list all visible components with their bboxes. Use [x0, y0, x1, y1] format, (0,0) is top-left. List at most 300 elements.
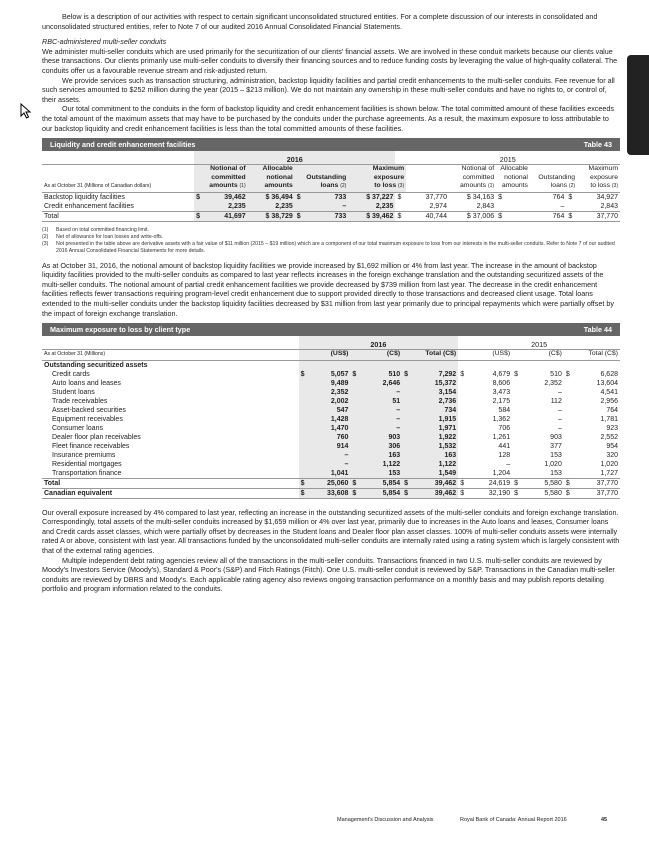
table44-cell — [350, 388, 361, 397]
table44-cell-empty — [512, 360, 523, 370]
table44-cell: $ — [460, 489, 465, 497]
table44-cell — [299, 460, 310, 469]
table44-cell — [402, 379, 413, 388]
table44-cell — [458, 415, 469, 424]
table44-cell: 1,261 — [492, 433, 511, 441]
table43-col-header-line: Notional of — [210, 165, 246, 173]
table44-cell: $ — [402, 370, 413, 379]
table43-col-header-line: (3) — [611, 183, 618, 190]
table43-year-2015: 2015 — [395, 151, 620, 165]
table44-row — [42, 478, 620, 488]
table44-cell — [402, 415, 413, 424]
table43-stub: As at October 31 (Millions of Canadian dollars) — [42, 165, 194, 193]
table43-col-header-line: notional — [504, 173, 528, 181]
table43-row — [42, 192, 620, 202]
table44-cell — [402, 406, 413, 415]
table43-cell: $ — [568, 212, 573, 220]
table44-col-header: (US$) — [299, 350, 351, 361]
table43-row-label: Credit enhancement facilities — [44, 202, 134, 210]
table44-cell: 5,057 — [309, 370, 350, 379]
table43-cell: 764 — [552, 212, 565, 220]
table44-cell — [564, 406, 575, 415]
table44-cell — [350, 433, 361, 442]
table44-row — [42, 433, 620, 442]
table43-cell: 2,235 — [205, 202, 248, 212]
table44-label: Table 44 — [583, 325, 612, 335]
table43-cell: $ 36,494 — [248, 192, 295, 202]
table44-cell: 39,462 — [413, 478, 458, 488]
table44-cell: 914 — [309, 442, 350, 451]
table44-cell: 1,549 — [413, 469, 458, 479]
table44-cell — [350, 460, 361, 469]
table44-cell: 441 — [498, 442, 511, 450]
table43-col-header-line: (3) — [398, 183, 405, 190]
section-tab-marker — [627, 55, 649, 155]
table44-cell — [564, 433, 575, 442]
table44-cell: 734 — [413, 406, 458, 415]
table44-cell: 2,736 — [413, 397, 458, 406]
table44-row-label: Transportation finance — [52, 469, 122, 477]
table44-row-label: Total — [44, 479, 61, 487]
table44-cell-empty — [523, 360, 564, 370]
table44-cell — [512, 397, 523, 406]
table43-cell: 40,744 — [425, 212, 447, 220]
table44-cell — [512, 442, 523, 451]
table44-row — [42, 451, 620, 460]
table44-cell: $ — [402, 488, 413, 498]
paragraph-1: We administer multi-seller conduits which are used primarily for the securitization of our clients' financial assets. We are involved in these conduit markets because our clients value these transactions. Our clients primarily use multi-seller conduits to diversify their financing sources and to reduce funding costs by leveraging the value of high-quality collateral. The conduits offer us a favourable revenue stream and risk-adjusted return. — [42, 46, 618, 75]
table43-col-header-line: amounts — [501, 182, 528, 190]
table44-cell — [512, 451, 523, 460]
footnote-number: (2) — [42, 233, 49, 240]
table44-cell: 153 — [550, 469, 562, 477]
table44-cell — [402, 433, 413, 442]
table44-cell: 1,020 — [600, 460, 618, 468]
table44-cell: 163 — [361, 451, 402, 460]
table44-cell — [299, 397, 310, 406]
table44-cell: 153 — [550, 451, 562, 459]
table43-cell — [496, 202, 530, 212]
table44-cell — [350, 451, 361, 460]
table44-cell: 377 — [550, 442, 562, 450]
table44-cell: 1,122 — [413, 460, 458, 469]
table44-cell — [299, 442, 310, 451]
table44-cell: 3,473 — [492, 388, 511, 396]
table43-cell: $ — [397, 212, 402, 220]
table43-col-header-line: Outstanding — [538, 173, 576, 181]
footnote-text: Based on total committed financing limit. — [56, 226, 149, 233]
table44-cell — [350, 379, 361, 388]
table44-row — [42, 488, 620, 498]
table43-col-header — [295, 165, 349, 193]
table44-row — [42, 388, 620, 397]
table43-cell: $ 37,227 — [348, 192, 395, 202]
table44-cell: – — [309, 451, 350, 460]
table44-cell: $ — [299, 488, 310, 498]
table44-cell: 153 — [361, 469, 402, 479]
table43-col-header — [530, 165, 577, 193]
table44-cell: $ — [402, 478, 413, 488]
table44-cell: 320 — [606, 451, 618, 459]
table43-cell: 764 — [552, 193, 565, 201]
table44-cell: 24,619 — [488, 479, 511, 487]
table44-row-label: Fleet finance receivables — [52, 442, 130, 450]
table43-cell: $ — [498, 193, 503, 201]
table44-cell: 1,532 — [413, 442, 458, 451]
table44-cell — [458, 424, 469, 433]
table44-cell: 1,428 — [309, 415, 350, 424]
table44-col-header: (US$) — [458, 350, 512, 361]
table44-cell: 2,175 — [492, 397, 511, 405]
paragraph-5: Our overall exposure increased by 4% compared to last year, reflecting an increase in the outstanding securitized assets of the multi-seller conduits and foreign exchange translation. Correspondingly, total assets of the multi-seller conduits increased by $1,659 million or 4% over last year, primarily due to increases in the Auto loans and leases, Consumer loans and Credit cards asset classes, which were partially offset by decreases in the Student loans and Dealer floor plan asset classes. 100% of multi-seller conduits assets were internally rated A or above, consistent with last year. All transactions funded by the unconsolidated multi-seller conduits are internally rated using a rating system which is largely consistent with that of the external rating agencies. — [42, 507, 620, 556]
table44-group-heading-row — [42, 360, 620, 370]
table44-cell: – — [361, 415, 402, 424]
table44-cell: 4,541 — [600, 388, 618, 396]
table44-cell: 5,580 — [544, 489, 562, 497]
table44-cell — [299, 406, 310, 415]
table43-cell: 37,770 — [596, 212, 618, 220]
table43-col-header-line: loans — [550, 182, 568, 190]
table43-col-header — [194, 165, 248, 193]
table44-row-label: Credit cards — [52, 370, 90, 378]
table44-cell — [458, 397, 469, 406]
table44-year-2015: 2015 — [458, 336, 620, 350]
table44-cell: 903 — [550, 433, 562, 441]
table44-cell: 7,292 — [413, 370, 458, 379]
table43-footnote — [42, 241, 620, 255]
table43-year-2016: 2016 — [194, 151, 395, 165]
table44-cell — [564, 460, 575, 469]
table43-cell — [395, 202, 406, 212]
table44-cell: $ — [350, 488, 361, 498]
table44-cell — [564, 397, 575, 406]
table44-cell — [458, 442, 469, 451]
table44-cell: 39,462 — [413, 488, 458, 498]
table44-row — [42, 415, 620, 424]
table44-cell: $ — [514, 479, 519, 487]
table44-cell: 5,854 — [361, 478, 402, 488]
table44-cell: 547 — [309, 406, 350, 415]
table44 — [42, 336, 620, 499]
table44-cell — [402, 469, 413, 479]
table44-cell: – — [506, 460, 511, 468]
table44-cell: 163 — [413, 451, 458, 460]
table44-row — [42, 460, 620, 469]
table44-cell: 32,190 — [488, 489, 511, 497]
table43-col-header-line: (2) — [568, 183, 576, 190]
table43-cell: $ 34,163 — [466, 193, 495, 201]
table44-cell: 1,362 — [492, 415, 511, 423]
table43-col-header-line: to loss — [590, 182, 610, 190]
table44-cell — [512, 424, 523, 433]
table44-cell: 33,608 — [309, 488, 350, 498]
table44-cell: 5,580 — [544, 479, 562, 487]
table44-cell: 2,646 — [361, 379, 402, 388]
table43-row-label: Backstop liquidity facilities — [44, 193, 125, 201]
table44-row-label: Dealer floor plan receivables — [52, 433, 141, 441]
table43-cell: 2,235 — [248, 202, 295, 212]
table44-cell — [512, 388, 523, 397]
table44-cell: $ — [350, 370, 361, 379]
table43-footnote — [42, 227, 620, 234]
table44-cell-empty — [299, 360, 310, 370]
table44-row-label: Trade receivables — [52, 397, 108, 405]
table43-cell — [194, 202, 205, 212]
table44-cell: – — [557, 406, 562, 414]
table43-footnote — [42, 234, 620, 241]
intro-paragraph: Below is a description of our activities with respect to certain significant unconsolidated structured entities. For a complete discussion of our interests in consolidated and unconsolidated structured entities, refer to Note 7 of our audited 2016 Annual Consolidated Financial Statements. — [42, 12, 598, 31]
table44-cell: 1,041 — [309, 469, 350, 479]
table43-col-header — [248, 165, 295, 193]
table44-cell: 37,770 — [596, 479, 618, 487]
footnote-text: Not presented in the table above are derivative assets with a fair value of $11 million (2015 – $19 million) which are a component of our total maximum exposure to loss from our interests in the multi-seller conduits. Refer to Note 7 of our audited 2016 Annual Consolidated Financial Statements for more details. — [56, 240, 615, 254]
table44-cell: $ — [460, 370, 465, 378]
table44-row — [42, 442, 620, 451]
table44-cell: 2,352 — [309, 388, 350, 397]
table43-col-header-line: (1) — [487, 183, 495, 190]
table44-cell — [458, 433, 469, 442]
table43-cell — [295, 202, 306, 212]
table43-cell: 37,770 — [425, 193, 447, 201]
table43-cell: $ — [498, 212, 503, 220]
table44-cell — [564, 379, 575, 388]
table43-cell — [566, 202, 577, 212]
table44-cell — [564, 415, 575, 424]
table44-cell: – — [557, 415, 562, 423]
table44-cell — [402, 424, 413, 433]
page-content — [42, 10, 620, 594]
table44-cell-empty — [361, 360, 402, 370]
table44-cell: 6,628 — [600, 370, 618, 378]
table43-cell: $ — [194, 192, 205, 202]
table44-cell: 128 — [498, 451, 511, 459]
table44-cell — [458, 469, 469, 479]
table43-cell: $ — [397, 193, 402, 201]
table44-cell-empty — [469, 360, 512, 370]
table43-row — [42, 202, 620, 212]
table44-cell: 4,679 — [492, 370, 511, 378]
table44-cell: 2,352 — [544, 379, 562, 387]
table44-cell: 764 — [606, 406, 618, 414]
table44-cell — [402, 451, 413, 460]
table44-group-heading: Outstanding securitized assets — [44, 361, 148, 369]
table43-footnotes — [42, 227, 620, 255]
table44-cell: 9,489 — [309, 379, 350, 388]
table44-cell: $ — [350, 478, 361, 488]
table43-col-header-line: (1) — [239, 183, 246, 190]
table43-col-header-line: amounts — [264, 182, 293, 190]
table43-row-label: Total — [44, 212, 59, 220]
table44-year-2016: 2016 — [299, 336, 459, 350]
table44-cell: 584 — [498, 406, 511, 414]
table44-cell: 1,971 — [413, 424, 458, 433]
footnote-number: (3) — [42, 240, 49, 247]
table44-row-label: Auto loans and leases — [52, 379, 121, 387]
table44-row — [42, 370, 620, 379]
table44-cell: 1,470 — [309, 424, 350, 433]
table44-cell — [299, 451, 310, 460]
page-number: 45 — [601, 817, 608, 823]
paragraph-2: We provide services such as transaction structuring, administration, backstop liquidity facilities and partial credit enhancements to the multi-seller conduits. Fee revenue for all such services amounted to $252 million during the year (2015 – $213 million). We do not maintain any ownership in these multi-seller conduits and have no rights to, or control of, their assets. — [42, 75, 615, 104]
table43-col-header — [348, 165, 406, 193]
table43-col-header-line: amounts — [460, 182, 487, 190]
table44-cell — [299, 469, 310, 479]
table43-col-header-line: committed — [211, 173, 246, 181]
table43-col-header-line: Maximum — [372, 165, 405, 173]
table44-cell: 1,204 — [492, 469, 511, 477]
table44-cell: 2,956 — [600, 397, 618, 405]
table44-row — [42, 469, 620, 479]
table44-cell: 2,002 — [309, 397, 350, 406]
table44-cell — [458, 406, 469, 415]
table44-cell: 37,770 — [596, 489, 618, 497]
table43-cell: 34,927 — [596, 193, 618, 201]
table44-col-header: Total (C$) — [564, 350, 620, 361]
table44-col-header: (C$) — [512, 350, 564, 361]
table44-cell-empty — [309, 360, 350, 370]
table43-col-header — [577, 165, 620, 193]
table44-row — [42, 379, 620, 388]
table44-cell: 112 — [550, 397, 562, 405]
table44-cell — [512, 406, 523, 415]
table43-col-header-line: Outstanding — [306, 173, 347, 181]
table44-cell: $ — [299, 478, 310, 488]
table43-col-header-line: notional — [266, 173, 293, 181]
table44-cell — [512, 460, 523, 469]
table43-cell: 2,843 — [476, 202, 495, 210]
table44-cell — [350, 397, 361, 406]
table44-cell: 3,154 — [413, 388, 458, 397]
table44-cell: 1,915 — [413, 415, 458, 424]
table44-cell: 760 — [309, 433, 350, 442]
table44-cell: 8,606 — [492, 379, 511, 387]
table44-cell: 903 — [361, 433, 402, 442]
table43-cell: $ — [194, 211, 205, 221]
table43-col-header-line: Allocable — [262, 165, 293, 173]
table44-row-label: Consumer loans — [52, 424, 103, 432]
table43-col-header — [406, 165, 496, 193]
footer-report: Royal Bank of Canada: Annual Report 2016 — [460, 817, 567, 823]
table44-row-label: Student loans — [52, 388, 95, 396]
table44-cell — [350, 469, 361, 479]
table44-cell: 954 — [606, 442, 618, 450]
table44-cell — [350, 406, 361, 415]
table43-cell: $ 37,006 — [466, 212, 495, 220]
table44-col-header: (C$) — [350, 350, 402, 361]
table44-cell: $ — [565, 479, 570, 487]
table44-cell — [299, 388, 310, 397]
table44-row-label: Equipment receivables — [52, 415, 123, 423]
table43-col-header — [496, 165, 530, 193]
footnote-number: (1) — [42, 226, 49, 233]
table44-row-label: Residential mortgages — [52, 460, 122, 468]
table44-cell: 51 — [361, 397, 402, 406]
table44-row-label: Asset-backed securities — [52, 406, 126, 414]
table44-cell: $ — [565, 370, 570, 378]
table44-cell: 1,020 — [544, 460, 562, 468]
table44-cell — [564, 424, 575, 433]
table44-cell: 13,604 — [596, 379, 618, 387]
table44-cell-empty — [350, 360, 361, 370]
table44-cell: $ — [514, 489, 519, 497]
table44-row-label: Insurance premiums — [52, 451, 116, 459]
table43-col-header-line: Notional of — [461, 165, 495, 173]
paragraph-6: Multiple independent debt rating agencies review all of the transactions in the multi-seller conduits. Transactions financed in two U.S. multi-seller conduits are reviewed by Moody's Investors Service (Moody's), Standard & Poor's (S&P) and Fitch Ratings (Fitch). One U.S. multi-seller conduit is reviewed by S&P. Transactions in the Canadian multi-seller conduits are reviewed by DBRS and Moody's. Each applicable rating agency also reviews ongoing transaction performance on a monthly basis and may publish reports detailing portfolio and program information related to the conduits. — [42, 555, 615, 594]
table44-cell — [458, 460, 469, 469]
table43-cell: $ — [295, 211, 306, 221]
table43-col-header-line: loans — [320, 182, 339, 190]
table44-cell: $ — [299, 370, 310, 379]
paragraph-3: Our total commitment to the conduits in the form of backstop liquidity and credit enhancement facilities is shown below. The total committed amount of these facilities exceeds the total amount of the maximum assets that may have to be purchased by the conduits under the purchase agreements. As a result, the maximum exposure to loss attributable to our backstop liquidity and credit enhancement facilities is less than the total committed amounts of these facilities. — [42, 104, 614, 133]
table43-cell: 41,697 — [205, 211, 248, 221]
table43-cell: $ — [295, 192, 306, 202]
table43-cell: $ 38,729 — [248, 211, 295, 221]
table44-cell — [512, 379, 523, 388]
table44-cell — [350, 442, 361, 451]
table44-cell: – — [361, 388, 402, 397]
table44-col-header: Total (C$) — [402, 350, 458, 361]
table44-cell: 5,854 — [361, 488, 402, 498]
table43-cell: 2,843 — [600, 202, 618, 210]
table43-cell: – — [305, 202, 348, 212]
table44-cell: 15,372 — [413, 379, 458, 388]
table43-cell: – — [560, 202, 565, 210]
table44-cell — [350, 424, 361, 433]
table43-col-header-line: exposure — [590, 173, 618, 181]
table44-cell: $ — [460, 479, 465, 487]
table44-cell — [564, 451, 575, 460]
table43-cell: 733 — [305, 192, 348, 202]
table44-cell — [350, 415, 361, 424]
table44-cell: 25,060 — [309, 478, 350, 488]
table44-cell: 923 — [606, 424, 618, 432]
table43-cell: 733 — [305, 211, 348, 221]
table44-cell — [299, 424, 310, 433]
table43-cell: 39,462 — [205, 192, 248, 202]
table44-row-label: Canadian equivalent — [44, 489, 113, 497]
table44-cell — [564, 388, 575, 397]
table43-col-header-line: amounts — [209, 182, 238, 190]
table43-cell: $ 39,462 — [348, 211, 395, 221]
table44-cell — [512, 415, 523, 424]
table44-cell: – — [557, 388, 562, 396]
table44-cell — [458, 379, 469, 388]
table44-cell: 306 — [361, 442, 402, 451]
table44-cell: – — [361, 406, 402, 415]
table44-cell: 510 — [550, 370, 562, 378]
table44-cell: – — [557, 424, 562, 432]
table44-cell — [299, 433, 310, 442]
table43-cell: $ — [568, 193, 573, 201]
footnote-text: Net of allowance for loan losses and write-offs. — [56, 233, 164, 240]
table44-title-bar — [42, 323, 620, 336]
table44-cell: $ — [514, 370, 519, 378]
table44-stub: As at October 31 (Millions) — [42, 350, 299, 361]
section-heading: RBC-administered multi-seller conduits — [42, 37, 167, 47]
table43-title-bar — [42, 138, 620, 151]
table44-cell: $ — [565, 489, 570, 497]
table44-cell — [402, 388, 413, 397]
table43-col-header-line: Maximum — [588, 165, 618, 173]
table44-cell: – — [361, 424, 402, 433]
table44-cell: 1,781 — [600, 415, 618, 423]
table43-col-header-line: committed — [462, 173, 495, 181]
table44-cell — [299, 415, 310, 424]
table44-cell — [564, 469, 575, 479]
table44-cell: 1,122 — [361, 460, 402, 469]
footer-section: Management's Discussion and Analysis — [337, 817, 434, 823]
table44-cell-empty — [575, 360, 620, 370]
